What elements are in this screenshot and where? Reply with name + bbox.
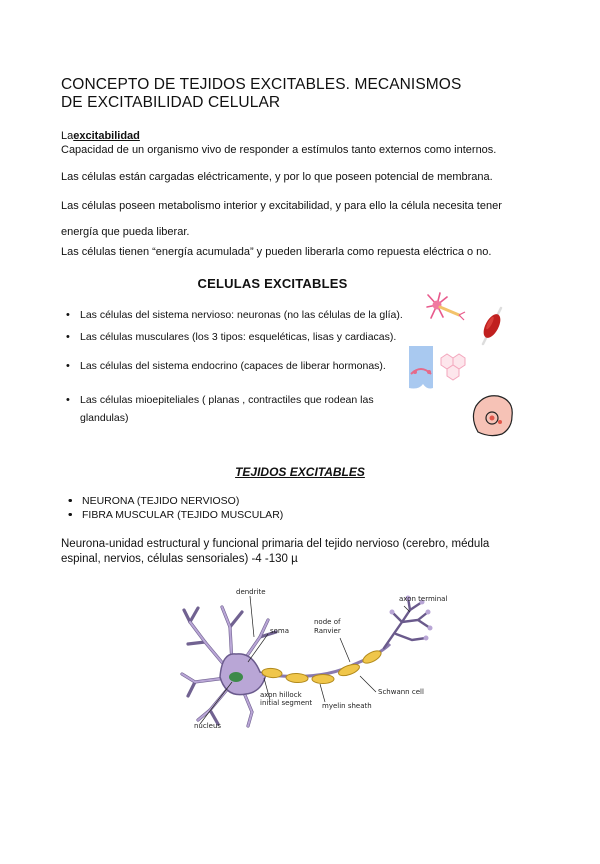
list-item: • Las células del sistema endocrino (capaces de liberar hormonas).	[80, 357, 386, 375]
muscle-icon	[479, 306, 505, 346]
label-node-line-1: node of	[314, 618, 341, 626]
page-title: CONCEPTO DE TEJIDOS EXCITABLES. MECANISMOS DE EXCITABILIDAD CELULAR	[61, 76, 462, 111]
paragraph-3: Las células tienen “energía acumulada” y pueden liberarla como repuesta eléctrica o no.	[61, 246, 492, 258]
la-prefix: La	[61, 130, 74, 142]
definition-text: Capacidad de un organismo vivo de responder a estímulos tanto externos como internos.	[61, 144, 497, 156]
label-schwann-cell: Schwann cell	[378, 688, 424, 696]
list-item: • • FIBRA MUSCULAR (TEJIDO MUSCULAR)	[82, 508, 283, 522]
label-hillock-line-2: initial segment	[260, 699, 313, 707]
excitabilidad-keyword: excitabilidad	[73, 130, 140, 142]
label-hillock-line-1: axon hillock	[260, 691, 302, 699]
label-dendrite: dendrite	[236, 588, 266, 596]
neuron-diagram	[170, 582, 448, 732]
paragraph-2-line-2: energía que pueda liberar.	[61, 226, 190, 238]
label-node-line-2: Ranvier	[314, 627, 341, 635]
label-node-of-ranvier	[314, 618, 341, 636]
label-axon-terminal: axon terminal	[399, 595, 448, 603]
tejidos-heading: TEJIDOS EXCITABLES	[235, 465, 365, 479]
list-item: • Las células musculares (los 3 tipos: esqueléticas, lisas y cardiacas).	[80, 328, 396, 346]
excitabilidad-heading	[61, 129, 140, 143]
label-axon-hillock	[260, 691, 312, 707]
face-glands-icon	[468, 392, 518, 438]
list-item: • Las células del sistema nervioso: neuronas (no las células de la glía).	[80, 306, 403, 324]
neuron-icon	[425, 291, 467, 325]
paragraph-1: Las células están cargadas eléctricamente, y por lo que poseen potencial de membrana.	[61, 171, 493, 183]
endocrine-icon	[405, 344, 467, 392]
label-myelin-sheath: myelin sheath	[322, 702, 372, 710]
label-nucleus: nucleus	[194, 722, 222, 730]
neuron-illustration	[170, 582, 440, 732]
list-item: • Las células mioepiteliales ( planas , contractiles que rodean las	[80, 391, 374, 409]
paragraph-2-line-1: Las células poseen metabolismo interior y excitabilidad, y para ello la célula necesita tener	[61, 200, 502, 212]
list-item: • • NEURONA (TEJIDO NERVIOSO)	[82, 494, 239, 508]
neurona-line-1: Neurona-unidad estructural y funcional primaria del tejido nervioso (cerebro, médula	[61, 538, 490, 550]
list-item-continuation: glandulas)	[80, 412, 129, 424]
celulas-heading: CELULAS EXCITABLES	[197, 276, 348, 291]
neurona-line-2: espinal, nervios, células sensoriales) -4 -130 µ	[61, 553, 298, 565]
neurona-definition	[61, 537, 531, 567]
label-soma: soma	[270, 627, 290, 635]
